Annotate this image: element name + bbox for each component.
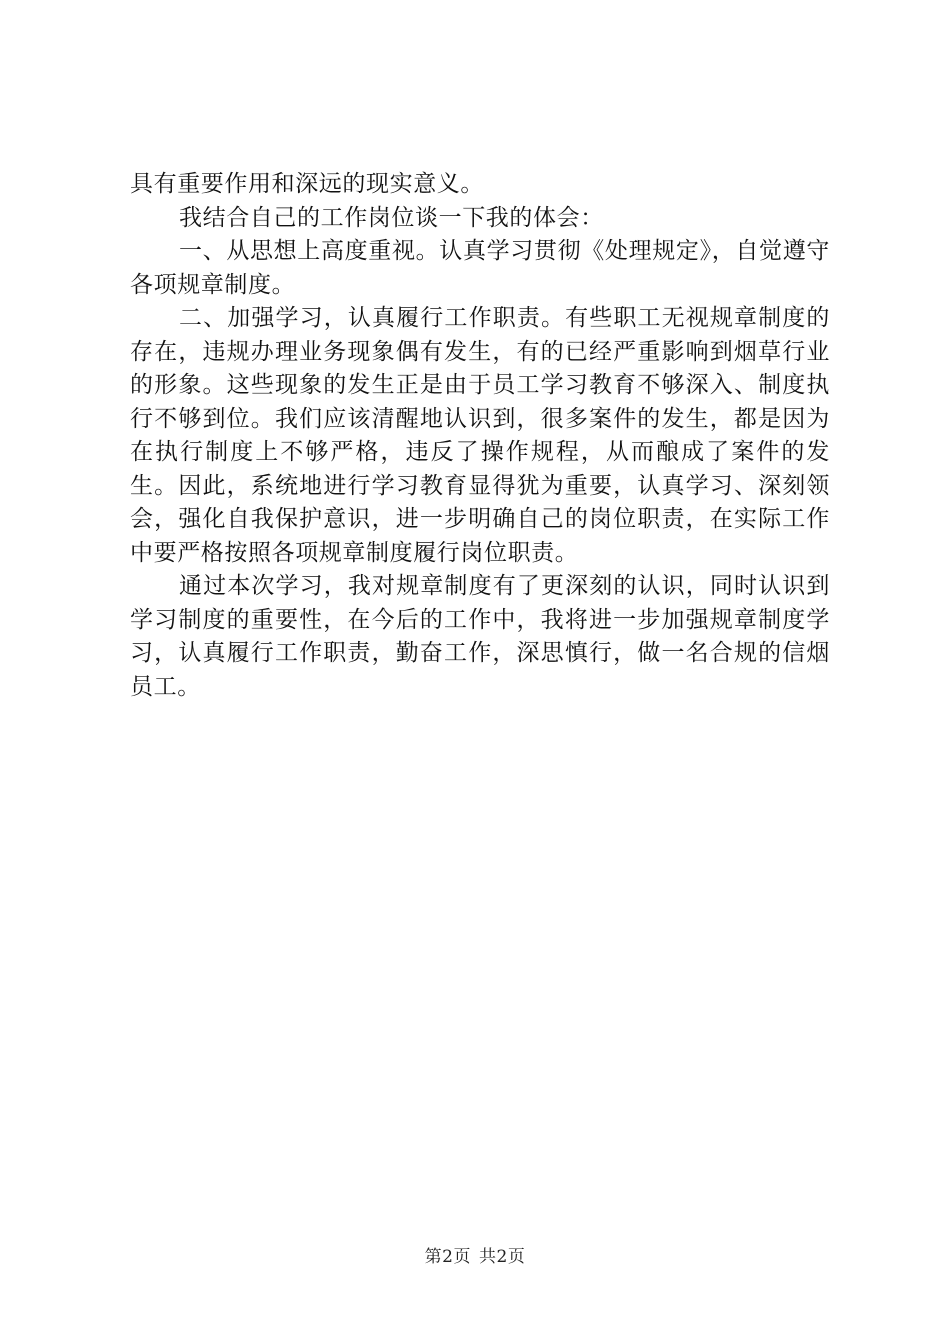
page-number-total: 共2页 [479, 1247, 526, 1267]
paragraph-point-two: 二、加强学习，认真履行工作职责。有些职工无视规章制度的存在，违规办理业务现象偶有发生，有的已经严重影响到烟草行业的形象。这些现象的发生正是由于员工学习教育不够深入、制度执行不够到位。我们应该清醒地认识到，很多案件的发生，都是因为在执行制度上不够严格，违反了操作规程，从而酿成了案件的发生。因此，系统地进行学习教育显得犹为重要，认真学习、深刻领会，强化自我保护意识，进一步明确自己的岗位职责，在实际工作中要严格按照各项规章制度履行岗位职责。 [130, 305, 830, 566]
paragraph-conclusion: 通过本次学习，我对规章制度有了更深刻的认识，同时认识到学习制度的重要性，在今后的工作中，我将进一步加强规章制度学习，认真履行工作职责，勤奋工作，深思慎行，做一名合规的信烟员工。 [130, 573, 830, 700]
page-footer [0, 1242, 950, 1267]
page-number-current: 第2页 [424, 1247, 471, 1267]
paragraph-point-one: 一、从思想上高度重视。认真学习贯彻《处理规定》，自觉遵守各项规章制度。 [130, 238, 830, 298]
document-body [130, 168, 830, 704]
paragraph-continuation: 具有重要作用和深远的现实意义。 [130, 171, 484, 197]
paragraph-intro: 我结合自己的工作岗位谈一下我的体会： [179, 204, 604, 231]
